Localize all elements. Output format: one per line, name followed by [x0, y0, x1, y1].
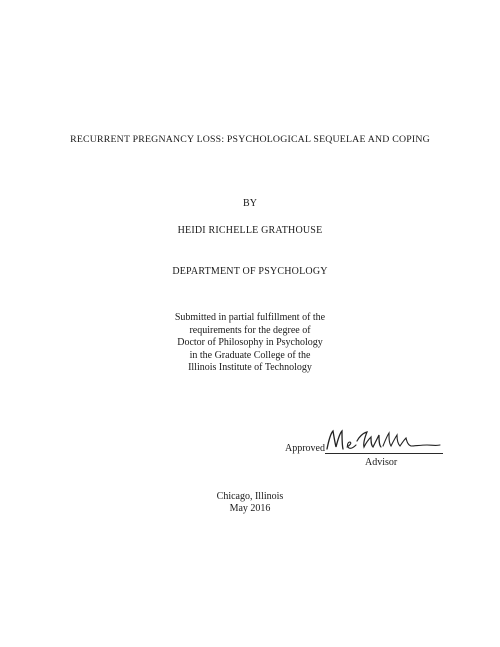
submission-line-5: Illinois Institute of Technology: [188, 362, 312, 374]
place-and-date: [0, 491, 500, 514]
approved-label: Approved: [285, 443, 325, 454]
submission-line-1: Submitted in partial fulfillment of the: [174, 312, 326, 323]
signature-line: [325, 453, 443, 454]
author-name: HEIDI RICHELLE GRATHOUSE: [177, 225, 323, 236]
submission-statement: [0, 312, 500, 375]
advisor-label: Advisor: [365, 457, 398, 468]
thesis-title: RECURRENT PREGNANCY LOSS: PSYCHOLOGICAL SEQUELAE AND COPING: [70, 134, 430, 145]
department-name: DEPARTMENT OF PSYCHOLOGY: [172, 266, 328, 277]
city-location: Chicago, Illinois: [216, 491, 284, 502]
approval-block: [285, 427, 445, 467]
submission-line-2: requirements for the degree of: [189, 324, 311, 336]
by-label: BY: [242, 198, 258, 209]
submission-date: May 2016: [229, 502, 271, 514]
submission-line-4: in the Graduate College of the: [189, 349, 311, 361]
submission-line-3: Doctor of Philosophy in Psychology: [177, 337, 323, 349]
